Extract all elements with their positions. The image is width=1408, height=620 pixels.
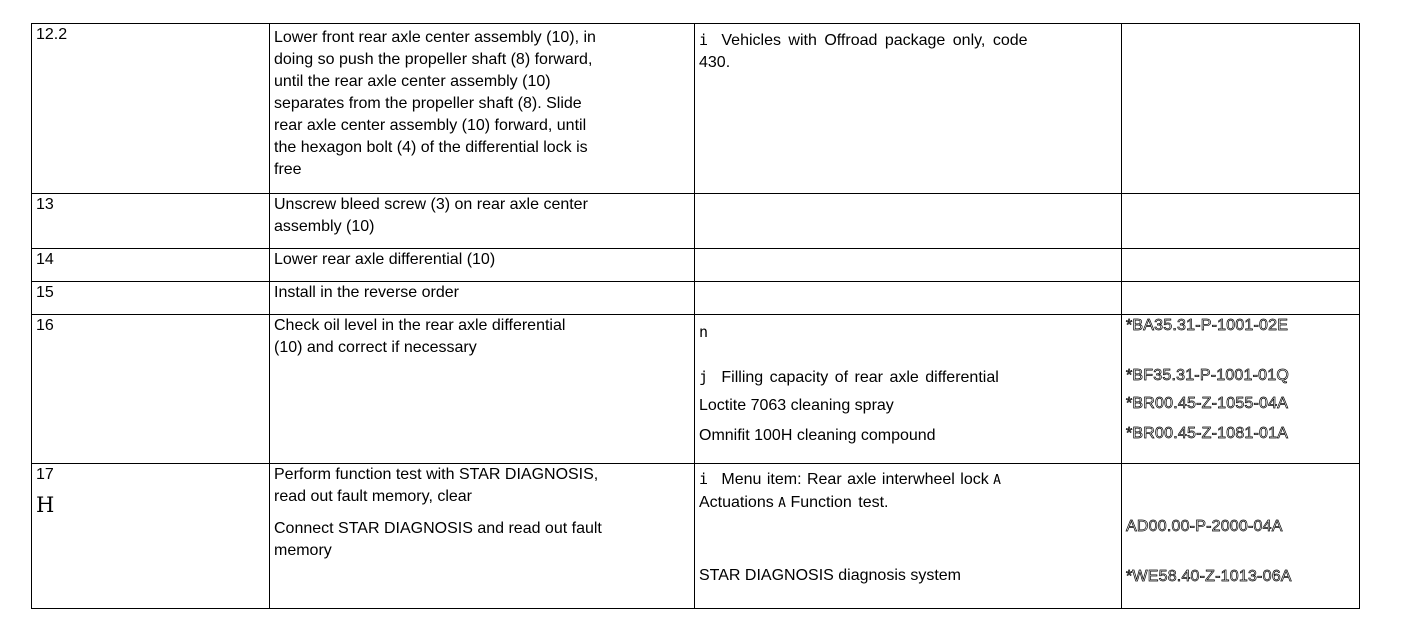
info-icon: i	[699, 31, 709, 49]
instruction-line: read out fault memory, clear	[274, 488, 473, 505]
arrow-icon: A	[778, 496, 786, 511]
instruction-line: assembly (10)	[274, 218, 375, 235]
instruction-line: rear axle center assembly (10) forward, until	[274, 117, 587, 134]
instruction-cell	[270, 194, 695, 249]
note-cell	[695, 24, 1122, 194]
instruction-line: Unscrew bleed screw (3) on rear axle center	[274, 196, 588, 213]
instruction-cell	[270, 24, 695, 194]
table-row	[32, 315, 1360, 464]
note-cell	[695, 464, 1122, 609]
step-number: 16	[32, 315, 270, 464]
instruction-line: (10) and correct if necessary	[274, 339, 477, 356]
note-cell	[695, 249, 1122, 282]
table-row	[32, 194, 1360, 249]
note-text: Actuations	[699, 494, 774, 511]
hint-symbol: H	[36, 493, 55, 517]
instruction-line: free	[274, 161, 302, 178]
instruction-line: Connect STAR DIAGNOSIS and read out fault	[274, 520, 602, 537]
reference-code: *BF35.31-P-1001-01Q	[1126, 367, 1290, 384]
step-number: 17 H	[32, 464, 270, 609]
reference-cell	[1122, 464, 1360, 609]
note-icon: n	[699, 323, 709, 341]
step-number: 15	[32, 282, 270, 315]
reference-code: *BA35.31-P-1001-02E	[1126, 317, 1289, 334]
instruction-line: separates from the propeller shaft (8). Slide	[274, 95, 582, 112]
arrow-icon: A	[993, 473, 1001, 488]
instruction-line: memory	[274, 542, 332, 559]
repair-procedure-table	[31, 23, 1360, 609]
instruction-line: until the rear axle center assembly (10)	[274, 73, 551, 90]
note-cell	[695, 282, 1122, 315]
tool-name: STAR DIAGNOSIS diagnosis system	[699, 567, 961, 584]
step-number: 13	[32, 194, 270, 249]
note-icon: j	[699, 368, 709, 386]
instruction-cell	[270, 464, 695, 609]
reference-cell	[1122, 249, 1360, 282]
note-text: Omnifit 100H cleaning compound	[699, 427, 936, 444]
instruction-cell	[270, 315, 695, 464]
reference-code: *WE58.40-Z-1013-06A	[1126, 568, 1292, 585]
instruction-line: doing so push the propeller shaft (8) forward,	[274, 51, 593, 68]
instruction-line: Lower front rear axle center assembly (10), in	[274, 29, 596, 46]
table-row	[32, 464, 1360, 609]
step-number: 14	[32, 249, 270, 282]
note-cell	[695, 194, 1122, 249]
table-row	[32, 282, 1360, 315]
note-text: Menu item: Rear axle interwheel lock	[721, 471, 989, 488]
reference-code: *BR00.45-Z-1081-01A	[1126, 425, 1289, 442]
instruction-line: Perform function test with STAR DIAGNOSIS,	[274, 466, 599, 483]
table-row	[32, 249, 1360, 282]
instruction-cell: Lower rear axle differential (10)	[270, 249, 695, 282]
reference-cell	[1122, 315, 1360, 464]
instruction-line: the hexagon bolt (4) of the differential lock is	[274, 139, 588, 156]
note-cell	[695, 315, 1122, 464]
reference-cell	[1122, 24, 1360, 194]
step-number: 12.2	[32, 24, 270, 194]
instruction-cell: Install in the reverse order	[270, 282, 695, 315]
note-text: Filling capacity of rear axle differential	[721, 369, 999, 386]
reference-code: AD00.00-P-2000-04A	[1126, 518, 1283, 535]
note-text: 430.	[699, 54, 731, 71]
note-text: Loctite 7063 cleaning spray	[699, 397, 894, 414]
reference-code: *BR00.45-Z-1055-04A	[1126, 395, 1289, 412]
reference-cell	[1122, 282, 1360, 315]
note-text: Vehicles with Offroad package only, code	[721, 32, 1028, 49]
reference-cell	[1122, 194, 1360, 249]
info-icon: i	[699, 470, 709, 488]
instruction-line: Check oil level in the rear axle differential	[274, 317, 566, 334]
table-row	[32, 24, 1360, 194]
note-text: Function test.	[790, 494, 889, 511]
